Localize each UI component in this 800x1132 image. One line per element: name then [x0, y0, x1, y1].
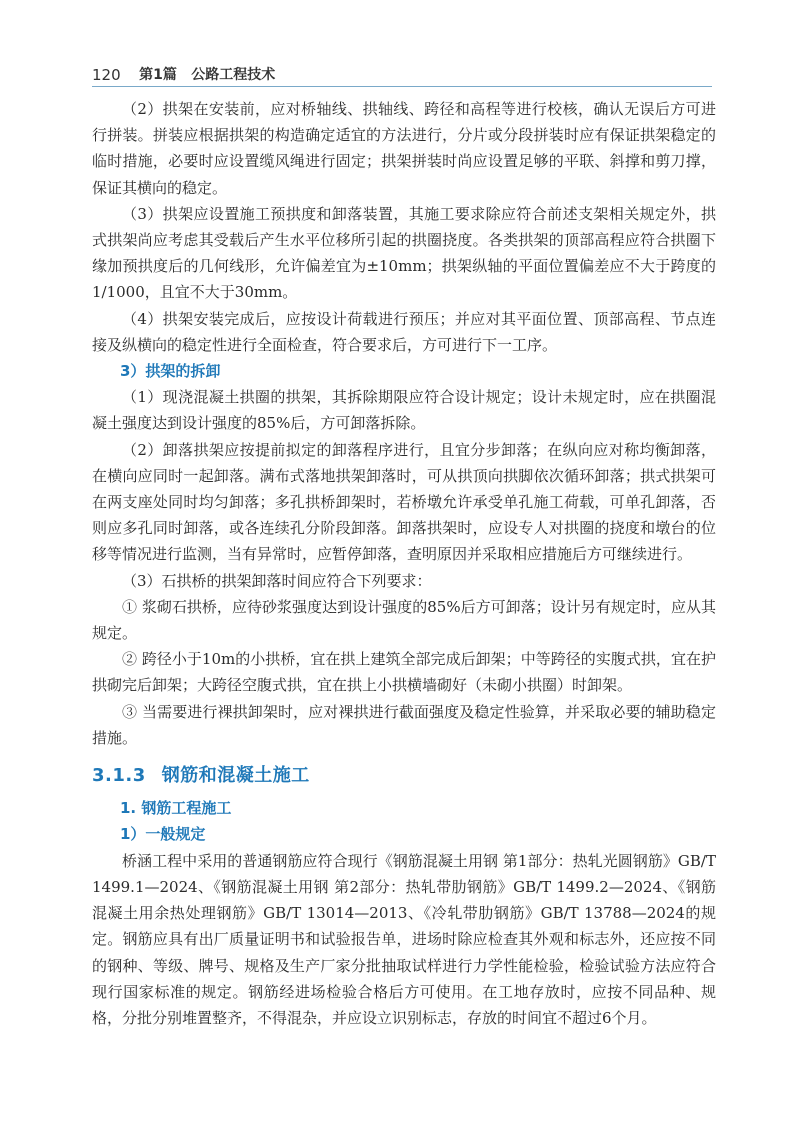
- paragraph-rebar-standards: 桥涵工程中采用的普通钢筋应符合现行《钢筋混凝土用钢 第1部分：热轧光圆钢筋》GB/T 1499.1—2024、《钢筋混凝土用钢 第2部分：热轧带肋钢筋》GB/T 1499.2—2024、《钢筋混凝土用余热处理钢筋》GB/T 13014—2013、《冷轧带肋钢筋》GB/T 13788—2024的规定。钢筋应具有出厂质量证明书和试验报告单，进场时除应检查其外观和标志外，还应按不同的钢种、等级、牌号、规格及生产厂家分批抽取试样进行力学性能检验，检验试验方法应符合现行国家标准的规定。钢筋经进场检验合格后方可使用。在工地存放时，应按不同品种、规格，分批分别堆置整齐，不得混杂，并应设立识别标志，存放的时间宜不超过6个月。: [92, 851, 716, 1027]
- running-header: [92, 64, 712, 87]
- list-item-2: ② 跨径小于10m的小拱桥，宜在拱上建筑全部完成后卸架；中等跨径的实腹式拱，宜在护拱砌完后卸架；大跨径空腹式拱，宜在拱上小拱横墙砌好（未砌小拱圈）时卸架。: [92, 650, 716, 695]
- list-item-3: ③ 当需要进行裸拱卸架时，应对裸拱进行截面强度及稳定性验算，并采取必要的辅助稳定措施。: [92, 702, 716, 747]
- paragraph-arch-preload: （4）拱架安装完成后，应按设计荷载进行预压；并应对其平面位置、顶部高程、节点连接及纵横向的稳定性进行全面检查，符合要求后，方可进行下一工序。: [92, 309, 716, 354]
- page-number: 120: [92, 66, 121, 84]
- paragraph-removal-3: （3）石拱桥的拱架卸落时间应符合下列要求：: [122, 571, 432, 590]
- subheading-arch-removal: 3）拱架的拆卸: [120, 362, 221, 381]
- part-label: 第1篇: [139, 67, 177, 83]
- section-title: 钢筋和混凝土施工: [161, 765, 310, 787]
- section-number: 3.1.3: [92, 765, 146, 787]
- paragraph-removal-2: （2）卸落拱架应按提前拟定的卸落程序进行，且宜分步卸落；在纵向应对称均衡卸落，在横向应同时一起卸落。满布式落地拱架卸落时，可从拱顶向拱脚依次循环卸落；拱式拱架可在两支座处同时均匀卸落；多孔拱桥卸架时，若桥墩允许承受单孔施工荷载，可单孔卸落，否则应多孔同时卸落，或各连续孔分阶段卸落。卸落拱架时，应设专人对拱圈的挠度和墩台的位移等情况进行监测，当有异常时，应暂停卸落，查明原因并采取相应措施后方可继续进行。: [92, 440, 716, 564]
- list-item-1: ① 浆砌石拱桥，应待砂浆强度达到设计强度的85%后方可卸落；设计另有规定时，应从其规定。: [92, 597, 716, 643]
- paragraph-arch-install: （2）拱架在安装前，应对桥轴线、拱轴线、跨径和高程等进行校核，确认无误后方可进行拼装。拼装应根据拱架的构造确定适宜的方法进行，分片或分段拼装时应有保证拱架稳定的临时措施，必要时应设置缆风绳进行固定；拱架拼装时尚应设置足够的平联、斜撑和剪刀撑，保证其横向的稳定。: [92, 100, 716, 197]
- paragraph-arch-camber: （3）拱架应设置施工预拱度和卸落装置，其施工要求除应符合前述支架相关规定外，拱式拱架尚应考虑其受载后产生水平位移所引起的拱圈挠度。各类拱架的顶部高程应符合拱圈下缘加预拱度后的几何线形，允许偏差宜为±10mm；拱架纵轴的平面位置偏差应不大于跨度的1/1000，且宜不大于30mm。: [92, 204, 716, 302]
- paragraph-removal-1: （1）现浇混凝土拱圈的拱架，其拆除期限应符合设计规定；设计未规定时，应在拱圈混凝土强度达到设计强度的85%后，方可卸落拆除。: [92, 388, 716, 433]
- page-body: [92, 96, 716, 1031]
- header-title: 公路工程技术: [191, 67, 276, 83]
- section-heading: [92, 763, 716, 789]
- subheading-general: 1）一般规定: [120, 825, 206, 844]
- subheading-rebar: 1. 钢筋工程施工: [120, 799, 232, 818]
